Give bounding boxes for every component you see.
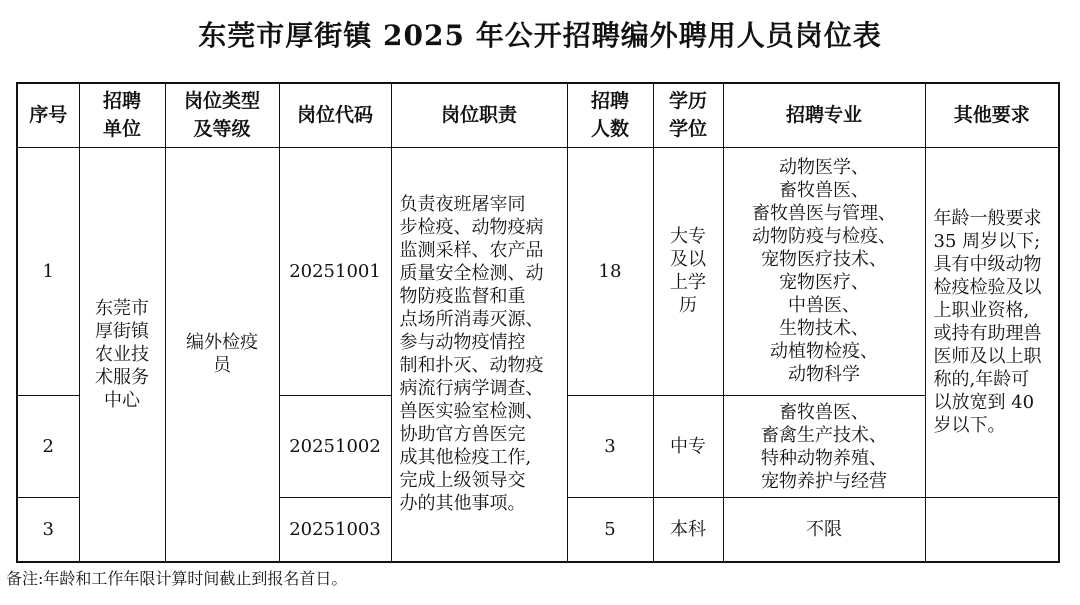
position-code-cell: 20251001: [279, 147, 391, 396]
page-title: 东莞市厚街镇 2025 年公开招聘编外聘用人员岗位表: [198, 19, 882, 52]
majors-cell: 畜牧兽医、 畜禽生产技术、 特种动物养殖、 宠物养护与经营: [723, 396, 925, 498]
education-cell: 中专: [653, 396, 723, 498]
majors-cell: 不限: [723, 498, 925, 562]
headcount-cell: 18: [567, 147, 653, 396]
header-unit: 招聘 单位: [79, 83, 165, 147]
header-edu: 学历 学位: [653, 83, 723, 147]
position-code-cell: 20251003: [279, 498, 391, 562]
header-other: 其他要求: [925, 83, 1059, 147]
header-count: 招聘 人数: [567, 83, 653, 147]
headcount-cell: 3: [567, 396, 653, 498]
header-type: 岗位类型 及等级: [165, 83, 279, 147]
job-duties-cell: 负责夜班屠宰同 步检疫、动物疫病 监测采样、农产品 质量安全检测、动 物防疫监督和重 点场所消毒灭源、 参与动物疫情控 制和扑灭、动物疫 病流行病学调查、 兽医实验室检测、 协助官方兽医完 成其他检疫工作, 完成上级领导交 办的其他事项。: [391, 147, 567, 562]
education-cell: 本科: [653, 498, 723, 562]
seq-cell: 1: [17, 147, 79, 396]
other-requirements-empty-cell: [925, 498, 1059, 562]
header-seq: 序号: [17, 83, 79, 147]
seq-cell: 2: [17, 396, 79, 498]
header-row: [17, 83, 1059, 147]
positions-table: [16, 82, 1060, 563]
header-code: 岗位代码: [279, 83, 391, 147]
majors-cell: 动物医学、 畜牧兽医、 畜牧兽医与管理、 动物防疫与检疫、 宠物医疗技术、 宠物医疗、 中兽医、 生物技术、 动植物检疫、 动物科学: [723, 147, 925, 396]
recruiting-unit-cell: 东莞市 厚街镇 农业技 术服务 中心: [79, 147, 165, 562]
footnote: 备注:年龄和工作年限计算时间截止到报名首日。: [6, 569, 348, 588]
header-major: 招聘专业: [723, 83, 925, 147]
education-cell: 大专 及以 上学 历: [653, 147, 723, 396]
position-code-cell: 20251002: [279, 396, 391, 498]
position-type-cell: 编外检疫 员: [165, 147, 279, 562]
seq-cell: 3: [17, 498, 79, 562]
headcount-cell: 5: [567, 498, 653, 562]
table-row: [17, 147, 1059, 396]
other-requirements-cell: 年龄一般要求 35 周岁以下; 具有中级动物 检疫检验及以 上职业资格, 或持有助理兽 医师及以上职 称的,年龄可 以放宽到 40 岁以下。: [925, 147, 1059, 498]
header-duty: 岗位职责: [391, 83, 567, 147]
